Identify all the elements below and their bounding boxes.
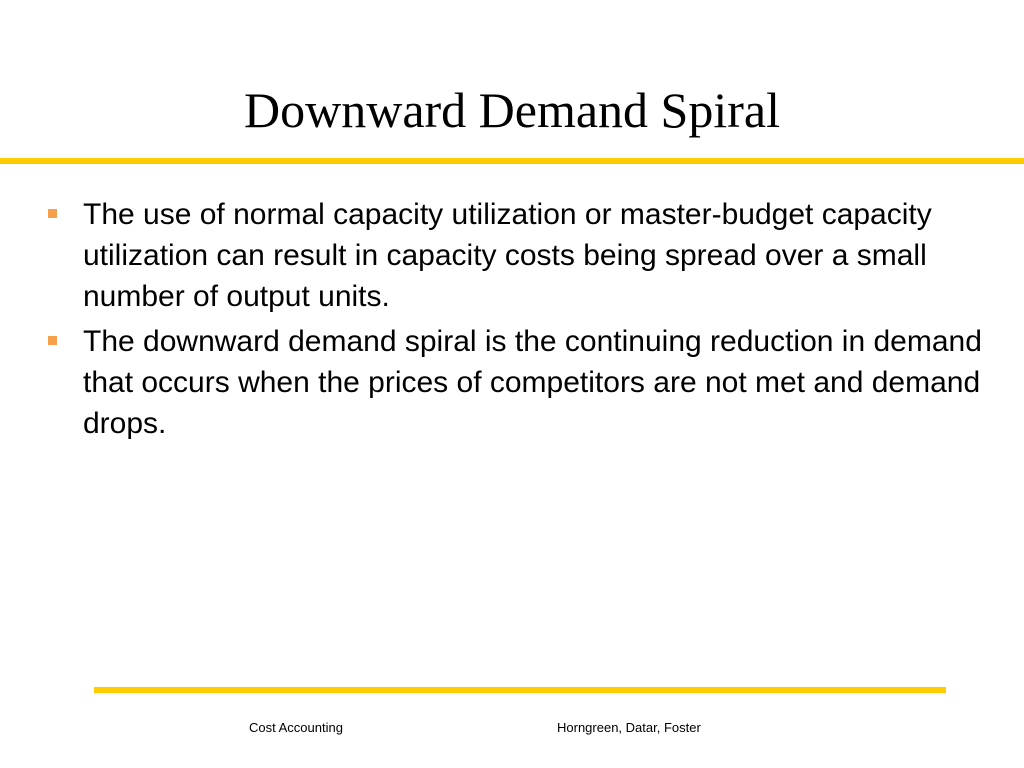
footer-authors: Horngreen, Datar, Foster xyxy=(557,720,701,735)
bullet-list xyxy=(46,194,1006,448)
bullet-item xyxy=(46,321,1006,444)
footer-course-name: Cost Accounting xyxy=(249,720,343,735)
bullet-text: The downward demand spiral is the continuing reduction in demand that occurs when the prices of competitors are not met and demand drops. xyxy=(83,325,982,440)
square-bullet-icon xyxy=(48,336,57,345)
title-underline-rule xyxy=(0,158,1024,164)
bullet-text: The use of normal capacity utilization or master-budget capacity utilization can result in capacity costs being spread over a small number of output units. xyxy=(83,198,932,313)
bullet-item xyxy=(46,194,1006,317)
footer-rule xyxy=(94,687,946,693)
square-bullet-icon xyxy=(48,209,57,218)
slide-title: Downward Demand Spiral xyxy=(244,82,780,138)
